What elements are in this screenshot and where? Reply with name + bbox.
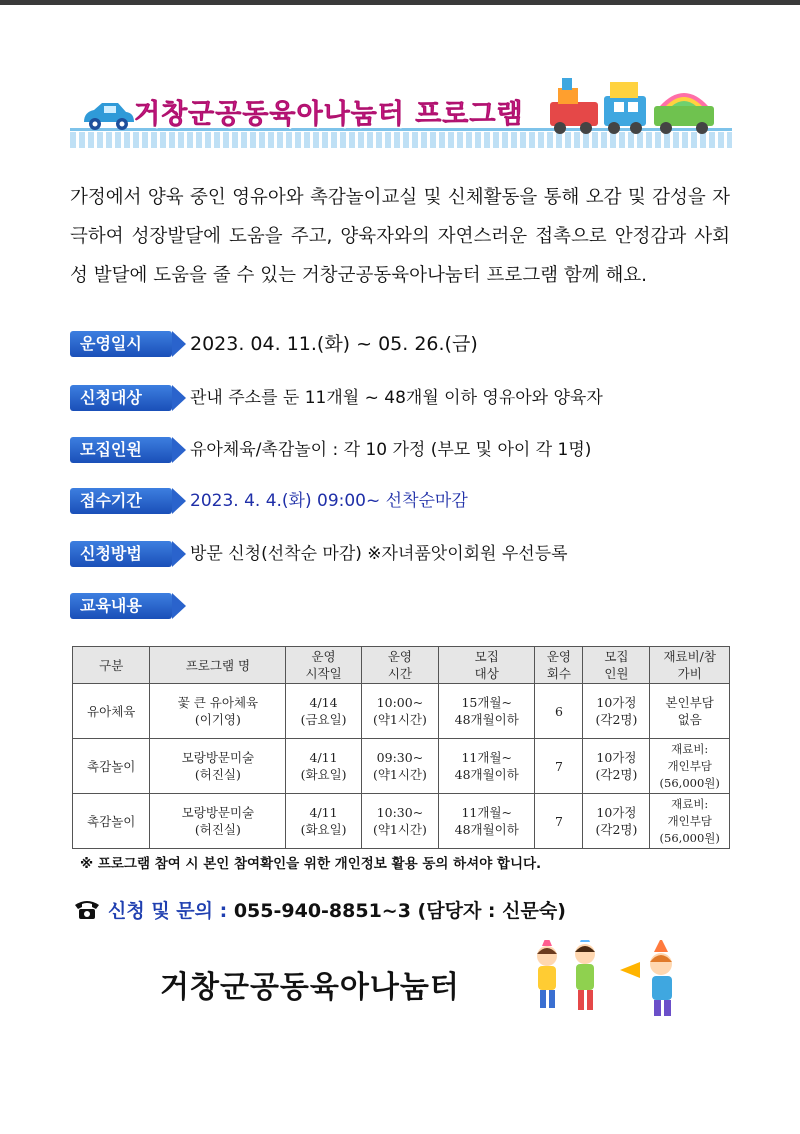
car-icon — [80, 100, 136, 132]
info-tag: 운영일시 — [70, 331, 172, 357]
intro-paragraph: 가정에서 양육 중인 영유아와 촉감놀이교실 및 신체활동을 통해 오감 및 감성을 자극하여 성장발달에 도움을 주고, 양육자와의 자연스러운 접촉으로 안정감과 사회성 발달에 도움을 줄 수 있는 거창군공동육아나눔터 프로그램 함께 해요. — [70, 187, 730, 286]
table-header-cell: 모집 인원 — [583, 647, 650, 684]
table-cell: 본인부담 없음 — [650, 684, 730, 739]
contact-phone: 055-940-8851~3 (담당자 : 신문숙) — [233, 900, 566, 922]
table-cell: 재료비: 개인부담 (56,000원) — [650, 794, 730, 849]
contact-line — [72, 896, 566, 923]
info-tag: 모집인원 — [70, 437, 172, 463]
table-cell: 7 — [535, 794, 583, 849]
table-cell: 4/11 (화요일) — [286, 739, 361, 794]
table-header-cell: 운영 시작일 — [286, 647, 361, 684]
info-tag: 교육내용 — [70, 593, 172, 619]
footer-org-name: 거창군공동육아나눔터 — [160, 970, 460, 1005]
top-bar — [0, 0, 800, 5]
table-row — [73, 684, 730, 739]
contact-label: 신청 및 문의 — [108, 900, 213, 922]
table-cell: 촉감놀이 — [73, 739, 150, 794]
table-header-cell: 구분 — [73, 647, 150, 684]
table-cell: 모랑방문미술 (허진실) — [150, 794, 286, 849]
table-cell: 10:30~ (약1시간) — [361, 794, 438, 849]
table-cell: 촉감놀이 — [73, 794, 150, 849]
info-value: 2023. 04. 11.(화) ~ 05. 26.(금) — [190, 333, 478, 355]
info-value: 2023. 4. 4.(화) 09:00~ 선착순마감 — [190, 491, 468, 511]
table-cell: 09:30~ (약1시간) — [361, 739, 438, 794]
table-row — [73, 739, 730, 794]
table-row — [73, 794, 730, 849]
table-cell: 유아체육 — [73, 684, 150, 739]
celebrating-kids-illustration — [522, 940, 692, 1020]
info-value: 유아체육/촉감놀이 : 각 10 가정 (부모 및 아이 각 1명) — [190, 440, 592, 460]
table-cell: 6 — [535, 684, 583, 739]
table-header-cell: 운영 시간 — [361, 647, 438, 684]
table-cell: 7 — [535, 739, 583, 794]
program-table — [72, 646, 730, 849]
table-header-cell: 모집 대상 — [439, 647, 535, 684]
table-header-cell: 프로그램 명 — [150, 647, 286, 684]
page-title: 거창군공동육아나눔터 프로그램 — [134, 99, 524, 130]
toy-train-icon — [548, 76, 728, 136]
header-banner — [70, 70, 732, 150]
table-cell: 재료비: 개인부담 (56,000원) — [650, 739, 730, 794]
table-cell: 10가정 (각2명) — [583, 684, 650, 739]
table-header-cell: 운영 회수 — [535, 647, 583, 684]
table-cell: 15개월~ 48개월이하 — [439, 684, 535, 739]
table-header-row — [73, 647, 730, 684]
table-cell: 10가정 (각2명) — [583, 739, 650, 794]
phone-icon — [72, 897, 102, 921]
table-cell: 10:00~ (약1시간) — [361, 684, 438, 739]
table-cell: 4/11 (화요일) — [286, 794, 361, 849]
table-cell: 4/14 (금요일) — [286, 684, 361, 739]
table-cell: 꽃 큰 유아체육 (이기영) — [150, 684, 286, 739]
table-cell: 10가정 (각2명) — [583, 794, 650, 849]
info-tag: 신청대상 — [70, 385, 172, 411]
notice-text: ※ 프로그램 참여 시 본인 참여확인을 위한 개인정보 활용 동의 하셔야 합니다. — [80, 856, 542, 872]
info-tag: 신청방법 — [70, 541, 172, 567]
info-value: 관내 주소를 둔 11개월 ~ 48개월 이하 영유아와 양육자 — [190, 388, 603, 408]
table-cell: 모랑방문미술 (허진실) — [150, 739, 286, 794]
table-header-cell: 재료비/참 가비 — [650, 647, 730, 684]
table-cell: 11개월~ 48개월이하 — [439, 794, 535, 849]
info-tag: 접수기간 — [70, 488, 172, 514]
info-value: 방문 신청(선착순 마감) ※자녀품앗이회원 우선등록 — [190, 544, 568, 564]
contact-separator: : — [213, 900, 234, 922]
table-cell: 11개월~ 48개월이하 — [439, 739, 535, 794]
